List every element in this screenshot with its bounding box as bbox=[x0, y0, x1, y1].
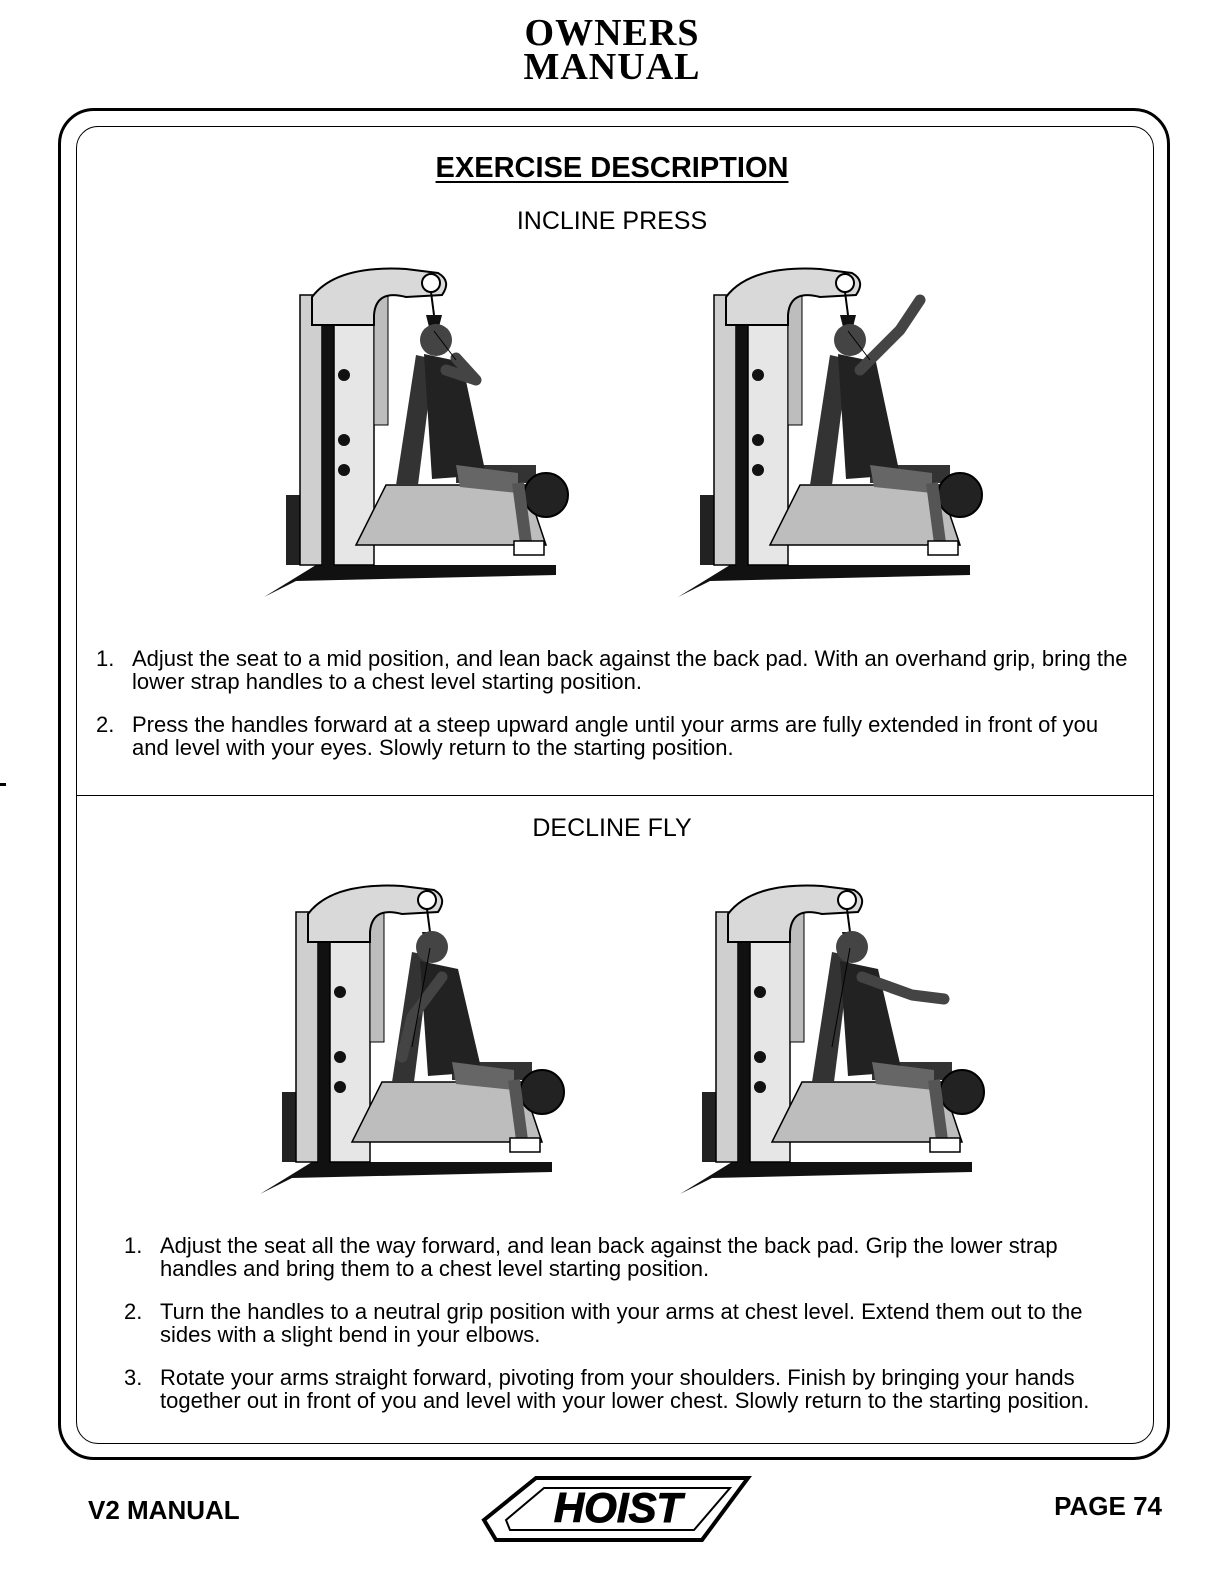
step-text: Turn the handles to a neutral grip position with your arms at chest level. Extend them out to the sides with a slight bend in your elbows. bbox=[160, 1299, 1083, 1347]
frame-column bbox=[374, 295, 388, 425]
person-shoe bbox=[928, 541, 958, 555]
person-head bbox=[416, 931, 448, 963]
step-text: Adjust the seat to a mid position, and lean back against the back pad. With an overhand grip, bring the lower strap handles to a chest level starting position. bbox=[132, 646, 1128, 694]
pulley bbox=[838, 891, 856, 909]
frame-column bbox=[370, 912, 384, 1042]
weight-stack bbox=[736, 295, 748, 565]
decline-fly-steps bbox=[124, 1234, 1139, 1432]
pulley bbox=[338, 464, 350, 476]
person-shin bbox=[934, 1080, 942, 1140]
person-shin bbox=[518, 483, 526, 543]
person-head bbox=[836, 931, 868, 963]
step-text: Rotate your arms straight forward, pivoting from your shoulders. Finish by bringing your hands together out in front of you and level with your lower chest. Slowly return to the starting position. bbox=[160, 1365, 1090, 1413]
person-shoe bbox=[510, 1138, 540, 1152]
step-item bbox=[124, 1366, 1139, 1412]
pulley bbox=[422, 274, 440, 292]
machine-base bbox=[680, 1162, 972, 1194]
person-head bbox=[834, 324, 866, 356]
step-number: 2. bbox=[124, 1299, 143, 1324]
section-heading: EXERCISE DESCRIPTION bbox=[435, 152, 789, 184]
pulley bbox=[334, 1081, 346, 1093]
leg-roller bbox=[938, 473, 982, 517]
step-text: Adjust the seat all the way forward, and lean back against the back pad. Grip the lower strap handles and bring them to a chest level starting position. bbox=[160, 1233, 1058, 1281]
step-text: Press the handles forward at a steep upward angle until your arms are fully extended in front of you and level with your eyes. Slowly return to the starting position. bbox=[132, 712, 1099, 760]
decline-fly-finish-photo bbox=[672, 872, 1002, 1202]
pulley bbox=[752, 434, 764, 446]
step-number: 1. bbox=[96, 646, 115, 671]
manual-version: V2 MANUAL bbox=[88, 1495, 240, 1525]
title-line-2: MANUAL bbox=[523, 46, 701, 88]
step-item bbox=[124, 1234, 1139, 1280]
exercise-title-decline-fly: DECLINE FLY bbox=[532, 814, 692, 842]
person-shin bbox=[514, 1080, 522, 1140]
hoist-logo bbox=[476, 1468, 758, 1550]
step-item bbox=[124, 1300, 1139, 1346]
pulley bbox=[418, 891, 436, 909]
pulley bbox=[754, 986, 766, 998]
step-item bbox=[96, 713, 1136, 759]
pulley bbox=[338, 369, 350, 381]
frame-column bbox=[714, 295, 736, 565]
frame-column bbox=[790, 912, 804, 1042]
step-item bbox=[96, 647, 1136, 693]
incline-press-finish-photo bbox=[670, 255, 1000, 605]
person-shoe bbox=[514, 541, 544, 555]
incline-press-start-photo bbox=[256, 255, 586, 605]
person-shoe bbox=[930, 1138, 960, 1152]
pulley bbox=[338, 434, 350, 446]
pulley bbox=[754, 1081, 766, 1093]
pulley bbox=[334, 986, 346, 998]
leg-roller bbox=[520, 1070, 564, 1114]
step-number: 2. bbox=[96, 712, 115, 737]
frame-column bbox=[296, 912, 318, 1162]
frame-column bbox=[300, 295, 322, 565]
section-divider bbox=[77, 795, 1153, 796]
pulley bbox=[334, 1051, 346, 1063]
machine-base bbox=[264, 565, 556, 597]
pulley bbox=[752, 464, 764, 476]
leg-roller bbox=[524, 473, 568, 517]
machine-base bbox=[260, 1162, 552, 1194]
pulley bbox=[752, 369, 764, 381]
machine-base bbox=[678, 565, 970, 597]
manual-title bbox=[0, 12, 1224, 88]
frame-column bbox=[788, 295, 802, 425]
step-number: 3. bbox=[124, 1365, 143, 1390]
pulley bbox=[754, 1051, 766, 1063]
page-number: PAGE 74 bbox=[1054, 1491, 1162, 1521]
leg-roller bbox=[940, 1070, 984, 1114]
weight-stack bbox=[322, 295, 334, 565]
pulley bbox=[836, 274, 854, 292]
weight-stack bbox=[318, 912, 330, 1162]
scan-mark bbox=[0, 783, 6, 786]
exercise-title-incline-press: INCLINE PRESS bbox=[516, 207, 708, 235]
person-shin bbox=[932, 483, 940, 543]
person-head bbox=[420, 324, 452, 356]
title-line-1: OWNERS bbox=[524, 12, 700, 54]
incline-press-steps bbox=[96, 647, 1136, 779]
weight-stack bbox=[738, 912, 750, 1162]
frame-column bbox=[716, 912, 738, 1162]
logo-wordmark: HOIST bbox=[553, 1484, 683, 1531]
person-torso bbox=[838, 354, 900, 479]
step-number: 1. bbox=[124, 1233, 143, 1258]
decline-fly-start-photo bbox=[252, 872, 582, 1202]
person-torso bbox=[420, 961, 482, 1076]
